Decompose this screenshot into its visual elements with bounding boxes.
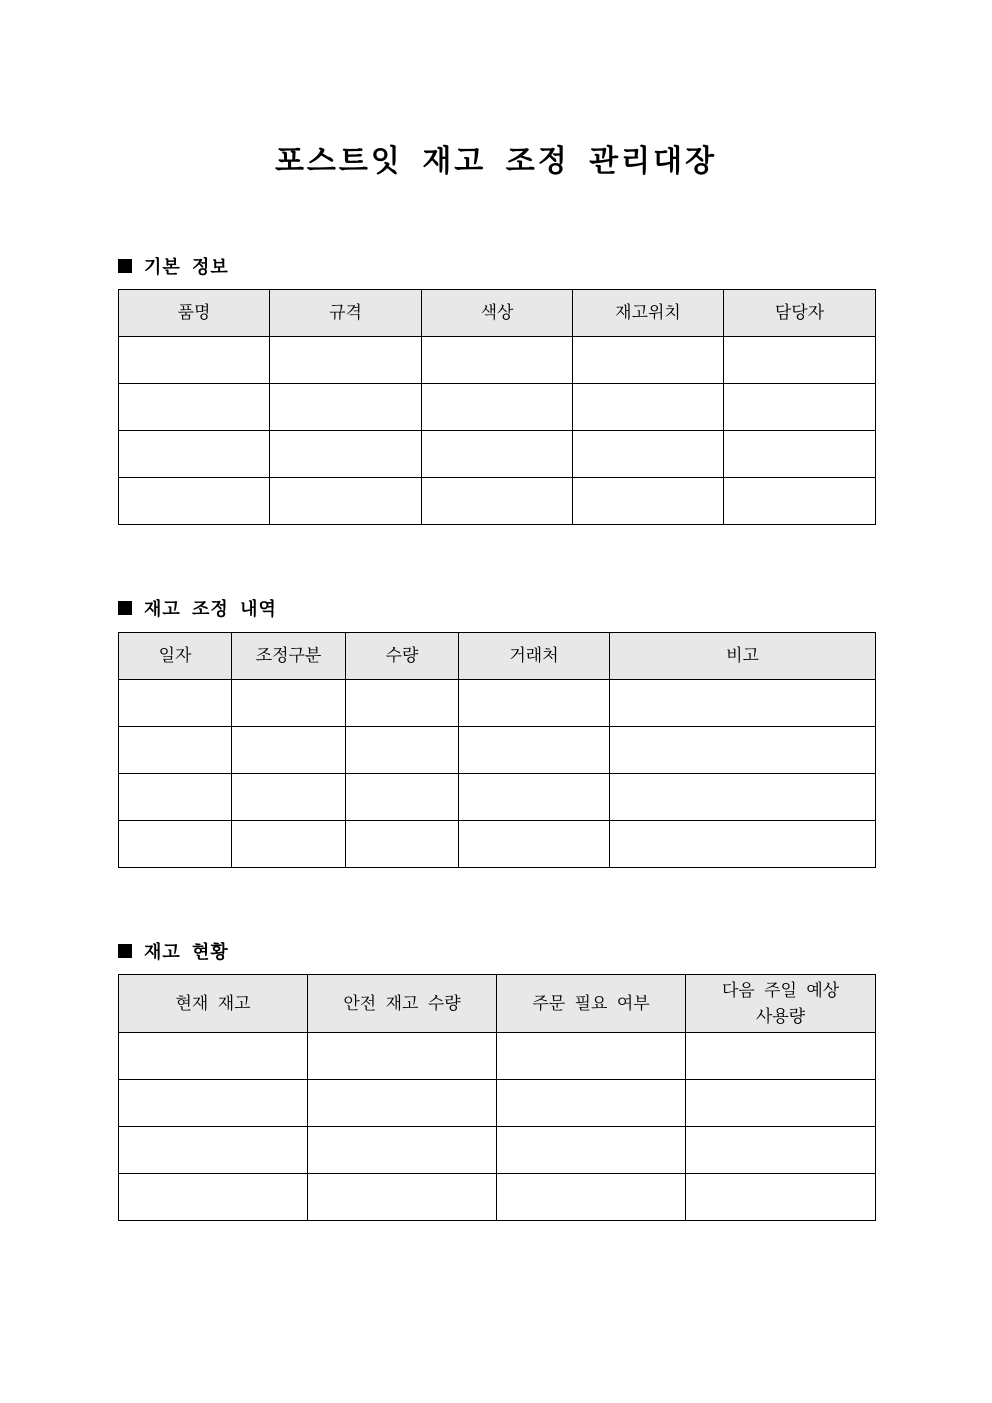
table-cell[interactable] (610, 821, 876, 868)
table-cell[interactable] (119, 1174, 308, 1221)
table-cell[interactable] (497, 1174, 686, 1221)
column-header-vendor: 거래처 (459, 633, 610, 680)
table-cell[interactable] (119, 1080, 308, 1127)
table-row (119, 727, 876, 774)
table-cell[interactable] (724, 337, 876, 384)
table-row (119, 821, 876, 868)
table-cell[interactable] (724, 384, 876, 431)
table-cell[interactable] (119, 774, 232, 821)
table-cell[interactable] (232, 821, 346, 868)
table-cell[interactable] (270, 337, 422, 384)
table-cell[interactable] (308, 1033, 497, 1080)
section-heading-label: 기본 정보 (144, 257, 229, 278)
table-cell[interactable] (270, 384, 422, 431)
table-cell[interactable] (346, 680, 459, 727)
section-heading-label: 재고 현황 (144, 942, 229, 963)
table-cell[interactable] (346, 821, 459, 868)
table-cell[interactable] (573, 478, 724, 525)
header-line: 사용량 (755, 1006, 806, 1027)
table-cell[interactable] (459, 727, 610, 774)
table-cell[interactable] (422, 478, 573, 525)
section-heading-label: 재고 조정 내역 (144, 599, 277, 620)
table-cell[interactable] (610, 774, 876, 821)
table-cell[interactable] (422, 431, 573, 478)
column-header-quantity: 수량 (346, 633, 459, 680)
table-cell[interactable] (686, 1033, 876, 1080)
table-cell[interactable] (270, 478, 422, 525)
table-cell[interactable] (346, 727, 459, 774)
table-row (119, 431, 876, 478)
table-cell[interactable] (459, 821, 610, 868)
table-cell[interactable] (119, 1127, 308, 1174)
table-cell[interactable] (497, 1033, 686, 1080)
column-header-remarks: 비고 (610, 633, 876, 680)
table-row (119, 1080, 876, 1127)
table-cell[interactable] (686, 1127, 876, 1174)
table-cell[interactable] (422, 384, 573, 431)
table-row (119, 478, 876, 525)
table-cell[interactable] (232, 727, 346, 774)
table-header-row (119, 975, 876, 1033)
status-table (118, 974, 876, 1221)
table-cell[interactable] (308, 1127, 497, 1174)
table-cell[interactable] (119, 478, 270, 525)
column-header-current-stock: 현재 재고 (119, 975, 308, 1033)
table-row (119, 1033, 876, 1080)
column-header-safety-stock: 안전 재고 수량 (308, 975, 497, 1033)
section-heading-basic-info (118, 253, 229, 279)
table-row (119, 1127, 876, 1174)
adjustment-table (118, 632, 876, 868)
column-header-manager: 담당자 (724, 290, 876, 337)
table-cell[interactable] (497, 1127, 686, 1174)
table-row (119, 774, 876, 821)
table-cell[interactable] (119, 821, 232, 868)
column-header-item-name: 품명 (119, 290, 270, 337)
square-bullet-icon (118, 601, 132, 615)
table-row (119, 1174, 876, 1221)
table-cell[interactable] (232, 680, 346, 727)
table-row (119, 680, 876, 727)
table-cell[interactable] (610, 727, 876, 774)
square-bullet-icon (118, 259, 132, 273)
column-header-location: 재고위치 (573, 290, 724, 337)
table-cell[interactable] (119, 727, 232, 774)
table-cell[interactable] (573, 384, 724, 431)
table-cell[interactable] (573, 337, 724, 384)
table-cell[interactable] (119, 384, 270, 431)
table-cell[interactable] (119, 1033, 308, 1080)
table-cell[interactable] (346, 774, 459, 821)
table-cell[interactable] (270, 431, 422, 478)
header-line: 다음 주일 예상 (721, 980, 840, 1001)
column-header-adjust-type: 조정구분 (232, 633, 346, 680)
document-title: 포스트잇 재고 조정 관리대장 (274, 144, 718, 179)
column-header-order-needed: 주문 필요 여부 (497, 975, 686, 1033)
table-cell[interactable] (497, 1080, 686, 1127)
table-cell[interactable] (573, 431, 724, 478)
section-heading-status (118, 938, 229, 964)
table-cell[interactable] (724, 478, 876, 525)
table-cell[interactable] (610, 680, 876, 727)
table-cell[interactable] (459, 774, 610, 821)
table-cell[interactable] (119, 680, 232, 727)
section-heading-adjustment (118, 595, 277, 621)
column-header-color: 색상 (422, 290, 573, 337)
table-cell[interactable] (422, 337, 573, 384)
square-bullet-icon (118, 944, 132, 958)
column-header-spec: 규격 (270, 290, 422, 337)
column-header-next-week-usage (686, 975, 876, 1033)
table-cell[interactable] (119, 337, 270, 384)
table-cell[interactable] (232, 774, 346, 821)
basic-info-table (118, 289, 876, 525)
table-cell[interactable] (724, 431, 876, 478)
column-header-date: 일자 (119, 633, 232, 680)
table-row (119, 384, 876, 431)
table-cell[interactable] (308, 1174, 497, 1221)
table-header-row (119, 290, 876, 337)
table-cell[interactable] (686, 1174, 876, 1221)
table-cell[interactable] (686, 1080, 876, 1127)
table-cell[interactable] (459, 680, 610, 727)
table-cell[interactable] (119, 431, 270, 478)
table-row (119, 337, 876, 384)
table-header-row (119, 633, 876, 680)
table-cell[interactable] (308, 1080, 497, 1127)
